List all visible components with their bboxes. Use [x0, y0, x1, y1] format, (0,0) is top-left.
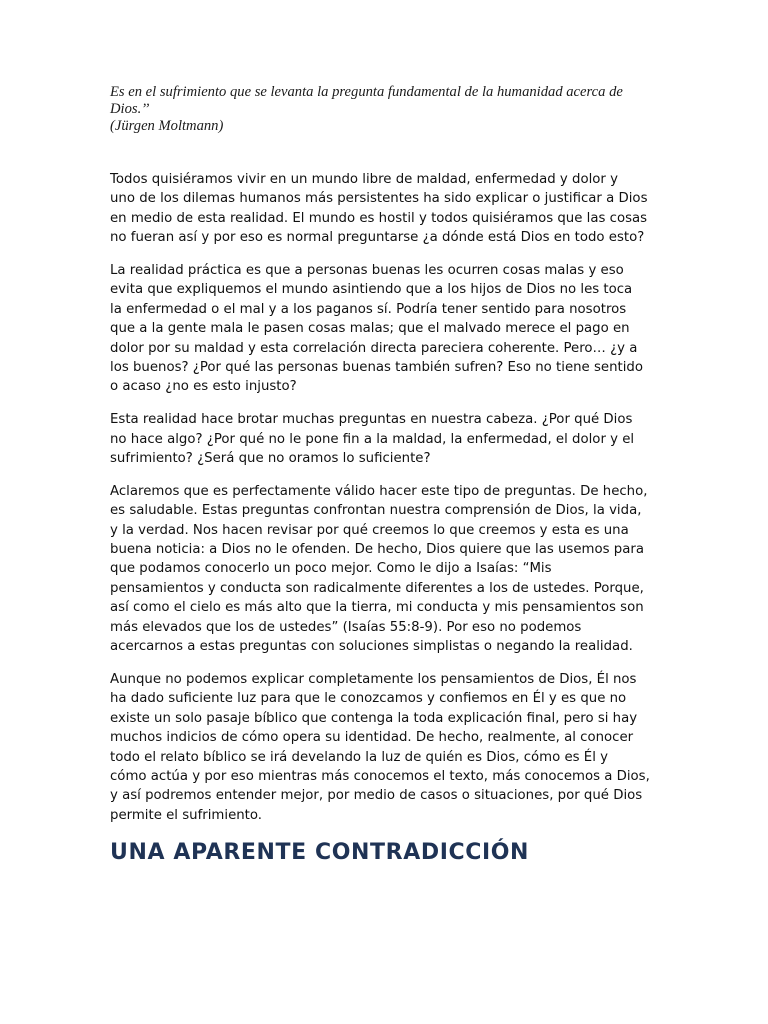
- text-line: evita que expliquemos el mundo asintiendo que a los hijos de Dios no les toca: [110, 282, 633, 298]
- text-line: Aclaremos que es perfectamente válido hacer este tipo de preguntas. De hecho,: [110, 483, 648, 499]
- paragraph-2: [110, 261, 662, 397]
- text-line: uno de los dilemas humanos más persistentes ha sido explicar o justificar a Dios: [110, 191, 648, 207]
- epigraph-line: Es en el sufrimiento que se levanta la pregunta fundamental de la humanidad acerca de: [110, 84, 623, 100]
- section-heading: UNA APARENTE CONTRADICCIÓN: [110, 840, 530, 865]
- text-line: más elevados que los de ustedes” (Isaías 55:8-9). Por eso no podemos: [110, 619, 582, 635]
- text-line: la enfermedad o el mal y a los paganos sí. Podría tener sentido para nosotros: [110, 301, 627, 317]
- text-line: pensamientos y conducta son radicalmente diferentes a los de ustedes. Porque,: [110, 580, 644, 596]
- paragraph-4: [110, 482, 662, 657]
- text-line: La realidad práctica es que a personas buenas les ocurren cosas malas y eso: [110, 263, 624, 279]
- epigraph-quote: [110, 84, 662, 135]
- text-line: Aunque no podemos explicar completamente los pensamientos de Dios, Él nos: [110, 671, 637, 687]
- text-line: o acaso ¿no es esto injusto?: [110, 379, 297, 395]
- text-line: todo el relato bíblico se irá develando la luz de quién es Dios, cómo es Él y: [110, 749, 608, 765]
- text-line: buena noticia: a Dios no le ofenden. De hecho, Dios quiere que las usemos para: [110, 542, 644, 558]
- text-line: sufrimiento? ¿Será que no oramos lo suficiente?: [110, 451, 431, 467]
- text-line: que a la gente mala le pasen cosas malas; que el malvado merece el pago en: [110, 321, 630, 337]
- text-line: no fueran así y por eso es normal preguntarse ¿a dónde está Dios en todo esto?: [110, 230, 645, 246]
- text-line: los buenos? ¿Por qué las personas buenas también sufren? Eso no tiene sentido: [110, 360, 643, 376]
- text-line: así como el cielo es más alto que la tierra, mi conducta y mis pensamientos son: [110, 600, 644, 616]
- paragraph-3: [110, 410, 662, 468]
- text-line: no hace algo? ¿Por qué no le pone fin a la maldad, la enfermedad, el dolor y el: [110, 431, 635, 447]
- body-text: [110, 170, 662, 839]
- text-line: Esta realidad hace brotar muchas preguntas en nuestra cabeza. ¿Por qué Dios: [110, 412, 633, 428]
- text-line: es saludable. Estas preguntas confrontan nuestra comprensión de Dios, la vida,: [110, 503, 642, 519]
- text-line: dolor por su maldad y esta correlación directa pareciera coherente. Pero… ¿y a: [110, 340, 638, 356]
- paragraph-1: [110, 170, 662, 248]
- paragraph-5: [110, 670, 662, 825]
- epigraph-line: Dios.’’: [110, 101, 150, 117]
- text-line: acercarnos a estas preguntas con soluciones simplistas o negando la realidad.: [110, 639, 633, 655]
- epigraph: [110, 84, 662, 135]
- text-line: muchos indicios de cómo opera su identidad. De hecho, realmente, al conocer: [110, 730, 634, 746]
- text-line: y la verdad. Nos hacen revisar por qué creemos lo que creemos y esta es una: [110, 522, 629, 538]
- text-line: ha dado suficiente luz para que le conozcamos y confiemos en Él y es que no: [110, 691, 627, 707]
- text-line: existe un solo pasaje bíblico que contenga la toda explicación final, pero si hay: [110, 710, 638, 726]
- text-line: y así podremos entender mejor, por medio de casos o situaciones, por qué Dios: [110, 788, 643, 804]
- text-line: permite el sufrimiento.: [110, 807, 263, 823]
- text-line: cómo actúa y por eso mientras más conocemos el texto, más conocemos a Dios,: [110, 768, 650, 784]
- text-line: en medio de esta realidad. El mundo es hostil y todos quisiéramos que las cosas: [110, 210, 648, 226]
- text-line: Todos quisiéramos vivir en un mundo libre de maldad, enfermedad y dolor y: [110, 172, 618, 187]
- epigraph-author: (Jürgen Moltmann): [110, 118, 224, 134]
- text-line: que podamos conocerlo un poco mejor. Como le dijo a Isaías: “Mis: [110, 561, 552, 577]
